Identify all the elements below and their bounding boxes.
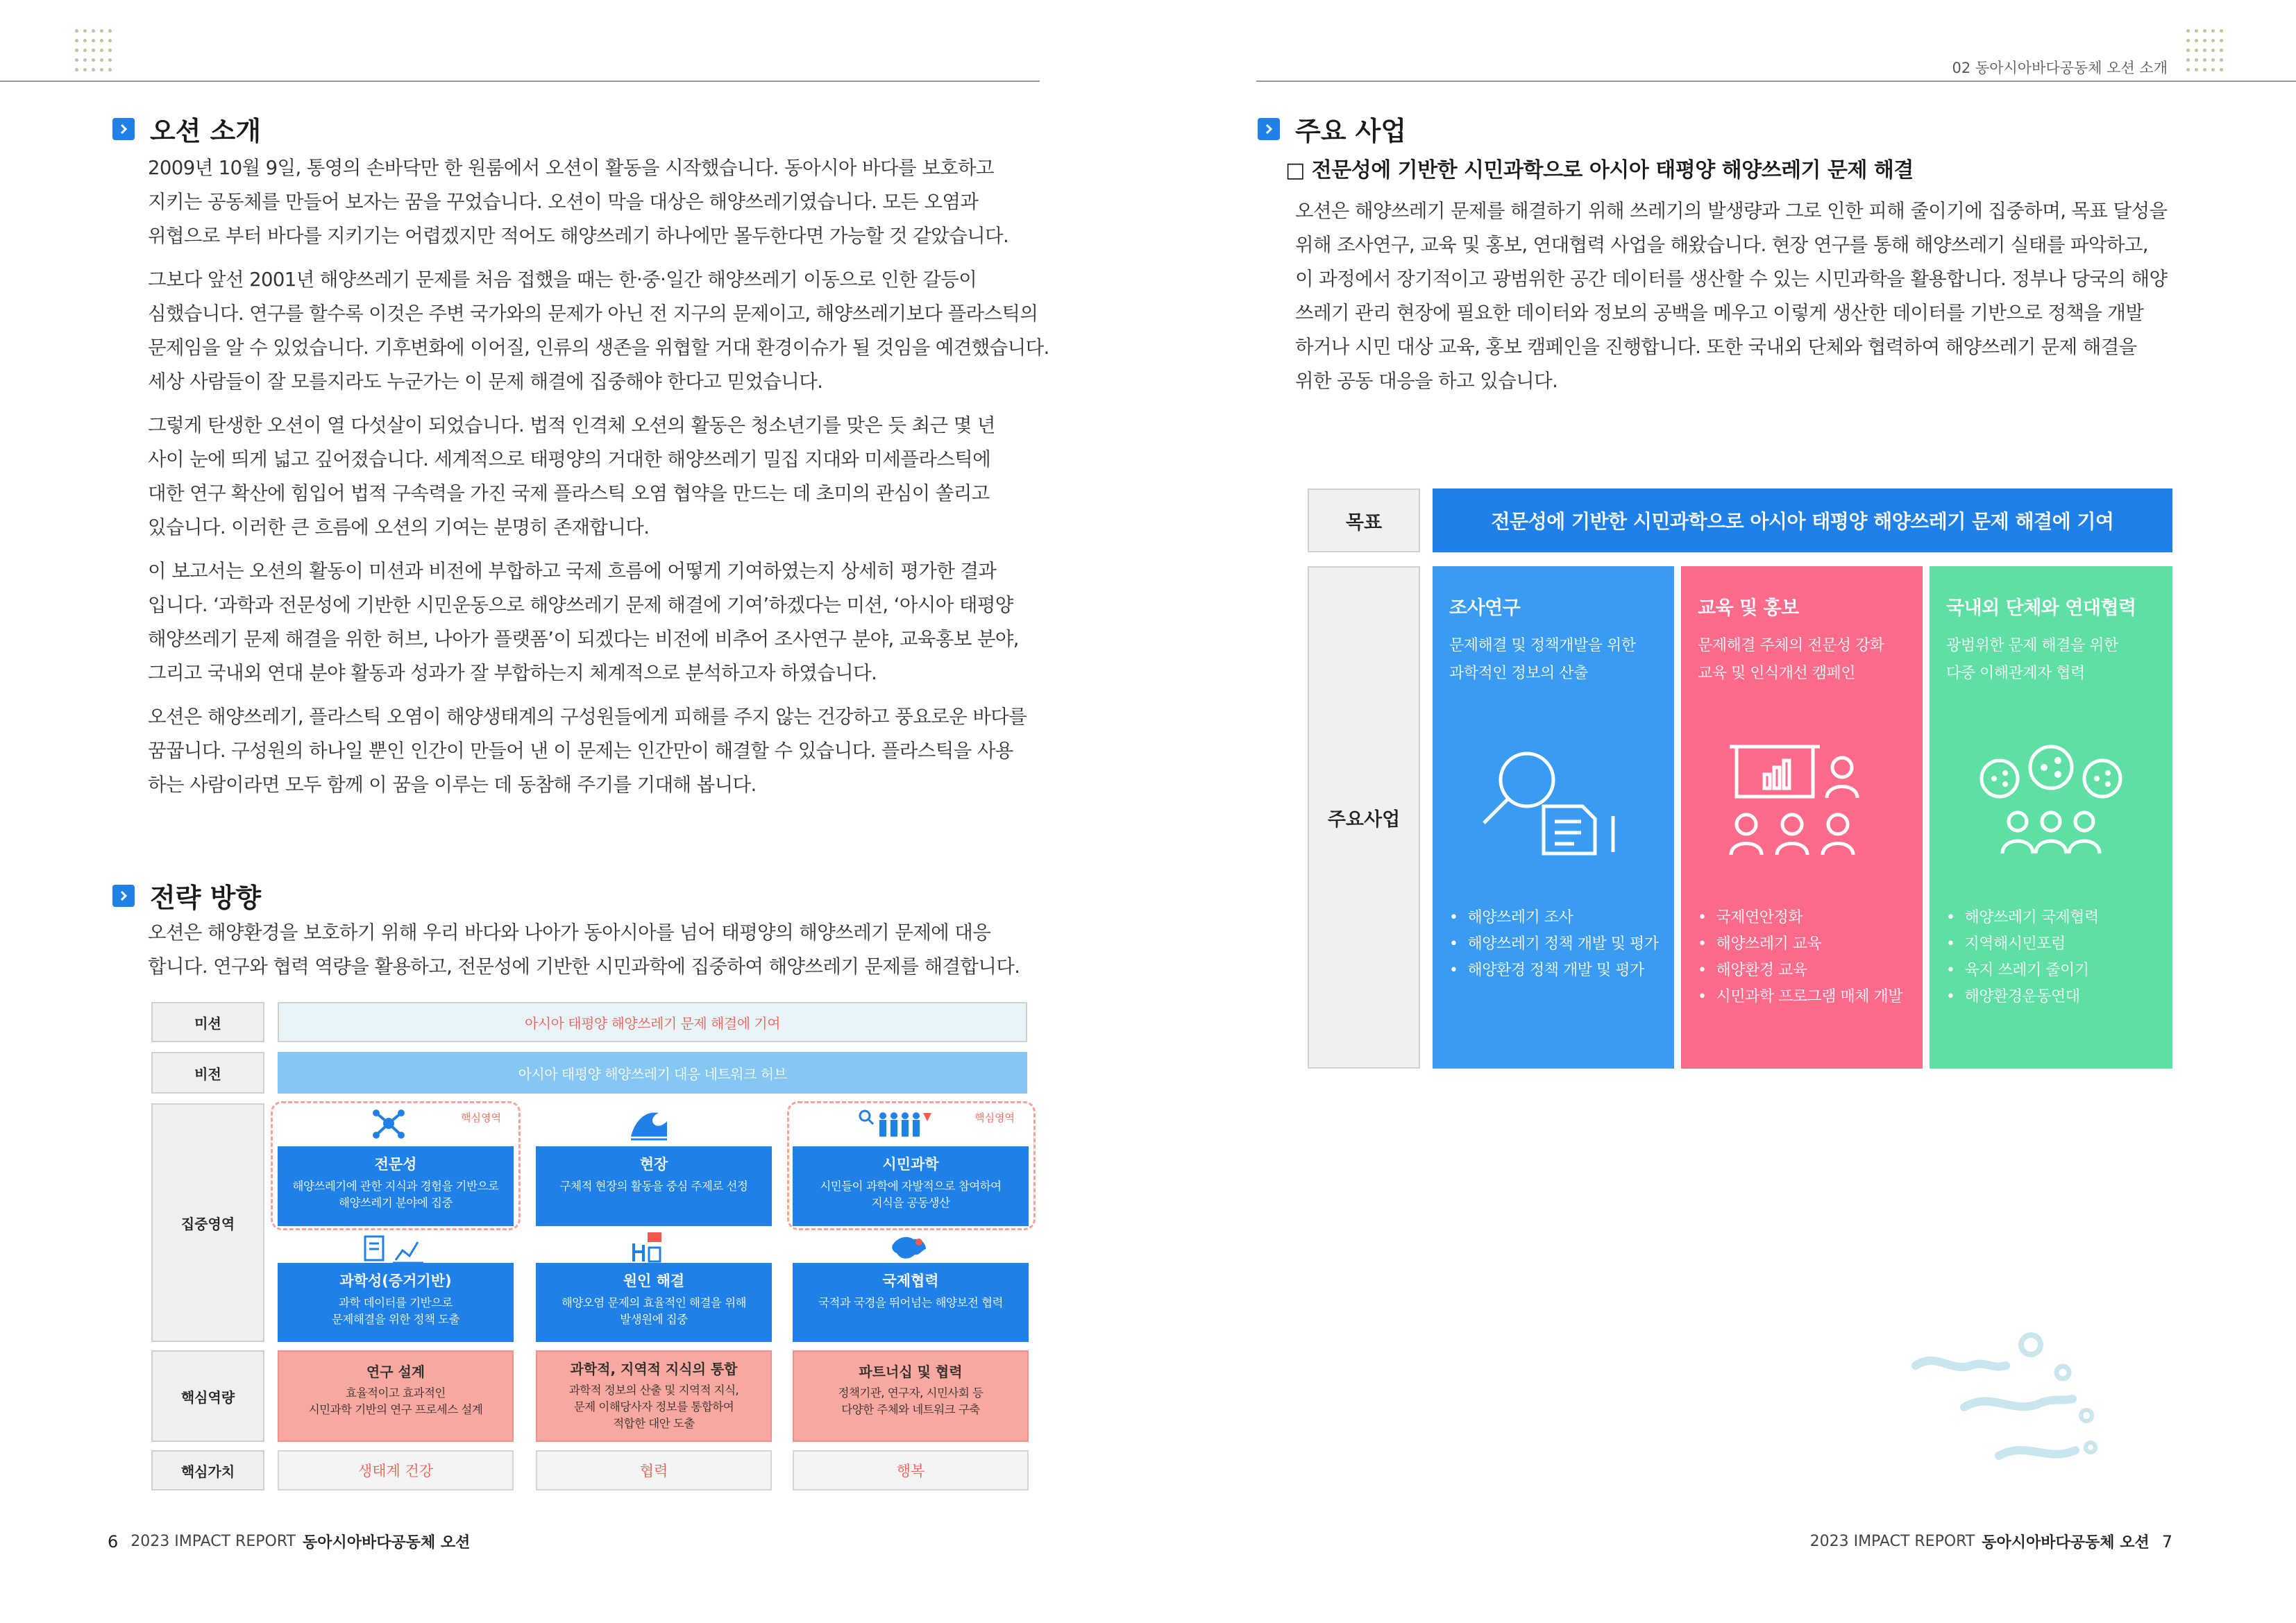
focus-desc-line: 과학 데이터를 기반으로 [339, 1296, 453, 1309]
running-title: 02 동아시아바다공동체 오션 소개 [1952, 60, 2168, 76]
dot [2220, 58, 2223, 62]
capability-knowledge-integration [536, 1350, 772, 1442]
column-cooperation [1930, 566, 2172, 1069]
dot [100, 39, 103, 42]
paragraph-line: 이 과정에서 장기적이고 광범위한 공간 데이터를 생산할 수 있는 시민과학을 활용합니다. 정부나 당국의 해양 [1295, 268, 2168, 290]
paragraph-line: 위협으로 부터 바다를 지키기는 어렵겠지만 적어도 해양쓰레기 하나에만 몰두한다면 가능할 것 같았습니다. [148, 225, 1009, 247]
list-item: • 해양쓰레기 교육 [1698, 931, 1902, 958]
focus-desc-line: 해양오염 문제의 효율적인 해결을 위해 [561, 1296, 746, 1309]
paragraph-line: 심했습니다. 연구를 할수록 이것은 주변 국가와의 문제가 아닌 전 지구의 문제이고, 해양쓰레기보다 플라스틱의 [148, 303, 1038, 325]
list-item: • 육지 쓰레기 줄이기 [1946, 958, 2099, 984]
chevron-right-icon [112, 118, 135, 140]
report-name: 2023 IMPACT REPORT [1809, 1533, 1975, 1550]
org-name: 동아시아바다공동체 오션 [1982, 1534, 2150, 1552]
dot [83, 29, 87, 33]
section-title: 전략 방향 [150, 883, 262, 913]
capability-partnership [793, 1350, 1029, 1442]
org-name: 동아시아바다공동체 오션 [302, 1534, 471, 1552]
paragraph-line: 하거나 시민 대상 교육, 홍보 캠페인을 진행합니다. 또한 국내외 단체와 협력하여 해양쓰레기 문제 해결을 [1295, 336, 2137, 358]
presentation-icon [1725, 740, 1878, 858]
business-label: 주요사업 [1308, 566, 1420, 1069]
goal-bar: 전문성에 기반한 시민과학으로 아시아 태평양 해양쓰레기 문제 해결에 기여 [1433, 488, 2172, 552]
list-item: • 해양환경 교육 [1698, 958, 1902, 984]
column-desc-line: 문제해결 및 정책개발을 위한 [1449, 637, 1636, 654]
capability-desc-line: 다양한 주체와 네트워크 구축 [841, 1403, 980, 1416]
column-desc-line: 광범위한 문제 해결을 위한 [1946, 637, 2118, 654]
capability-desc [537, 1382, 770, 1432]
capability-desc-line: 시민과학 기반의 연구 프로세스 설계 [308, 1403, 483, 1416]
header-rule [0, 80, 1040, 82]
focus-desc [278, 1295, 514, 1328]
paragraph-line: 오션은 해양쓰레기, 플라스틱 오염이 해양생태계의 구성원들에게 피해를 주지 않는 건강하고 풍요로운 바다를 [148, 706, 1027, 728]
paragraph-line: 위해 조사연구, 교육 및 홍보, 연대협력 사업을 해왔습니다. 현장 연구를 통해 해양쓰레기 실태를 파악하고, [1295, 234, 2148, 256]
globe-icon [888, 1232, 930, 1267]
focus-desc-line: 해양쓰레기에 관한 지식과 경험을 기반으로 [292, 1180, 499, 1193]
paragraph [148, 409, 1049, 545]
focus-desc [278, 1178, 514, 1212]
focus-title: 시민과학 [882, 1156, 939, 1173]
core-area-tag: 핵심영역 [461, 1112, 501, 1124]
list-item: • 해양환경 정책 개발 및 평가 [1449, 958, 1658, 984]
source-icon [628, 1231, 670, 1266]
list-item: • 해양쓰레기 조사 [1449, 905, 1658, 931]
dot [108, 68, 112, 71]
focus-root-cause [536, 1263, 772, 1342]
paragraph [148, 151, 1049, 253]
paragraph-line: 그보다 앞선 2001년 해양쓰레기 문제를 처음 접했을 때는 한·중·일간 해양쓰레기 이동으로 인한 갈등이 [148, 269, 977, 291]
paragraph-line: 2009년 10월 9일, 통영의 손바닥만 한 원룸에서 오션이 활동을 시작했습니다. 동아시아 바다를 보호하고 [148, 157, 994, 179]
dot [2203, 58, 2206, 62]
dot [83, 68, 87, 71]
dot [75, 29, 78, 33]
dot [92, 58, 95, 62]
column-title: 교육 및 홍보 [1698, 597, 1799, 619]
section-subtitle: □ 전문성에 기반한 시민과학으로 아시아 태평양 해양쓰레기 문제 해결 [1285, 158, 1914, 182]
chevron-right-icon [1258, 118, 1280, 140]
dot [2195, 29, 2198, 33]
dot [2186, 49, 2190, 52]
value-cooperation: 협력 [536, 1450, 772, 1490]
section-title: 오션 소개 [150, 116, 262, 146]
paragraph-line: 지키는 공동체를 만들어 보자는 꿈을 꾸었습니다. 오션이 막을 대상은 해양쓰레기였습니다. 모든 오염과 [148, 191, 979, 213]
dot [108, 29, 112, 33]
paragraph [148, 700, 1049, 802]
dot [2220, 29, 2223, 33]
paragraph-line: 사이 눈에 띄게 넓고 깊어졌습니다. 세계적으로 태평양의 거대한 해양쓰레기 밀집 지대와 미세플라스틱에 [148, 448, 991, 470]
dot [2195, 68, 2198, 71]
column-research [1433, 566, 1674, 1069]
focus-evidence [278, 1263, 514, 1342]
goal-label: 목표 [1308, 488, 1420, 552]
network-icon [368, 1106, 410, 1141]
column-items [1698, 905, 1902, 1010]
paragraph [148, 554, 1049, 690]
paragraph-line: 해양쓰레기 문제 해결을 위한 허브, 나아가 플랫폼’이 되겠다는 비전에 비추어 조사연구 분야, 교육홍보 분야, [148, 628, 1019, 650]
focus-desc-line: 시민들이 과학에 자발적으로 참여하여 [820, 1180, 1002, 1193]
capability-research-design [278, 1350, 514, 1442]
column-desc [1449, 632, 1674, 688]
focus-expertise [278, 1146, 514, 1226]
dot [108, 49, 112, 52]
dot [2203, 68, 2206, 71]
magnifier-document-icon [1477, 740, 1630, 858]
dot [2211, 39, 2215, 42]
dot [108, 39, 112, 42]
paragraph-line: 하는 사람이라면 모두 함께 이 꿈을 이루는 데 동참해 주기를 기대해 봅니다. [148, 774, 757, 796]
capability-title: 연구 설계 [366, 1363, 425, 1380]
column-desc-line: 문제해결 주체의 전문성 강화 [1698, 637, 1884, 654]
dot [2220, 39, 2223, 42]
focus-label: 집중영역 [151, 1103, 264, 1342]
column-title: 조사연구 [1449, 597, 1521, 619]
dot [75, 39, 78, 42]
dot [83, 58, 87, 62]
focus-title: 국제협력 [882, 1273, 939, 1289]
capability-desc-line: 효율적이고 효과적인 [346, 1386, 446, 1400]
focus-desc-line: 지식을 공동생산 [871, 1196, 950, 1209]
data-chart-icon [361, 1232, 430, 1267]
dot [100, 49, 103, 52]
focus-desc [793, 1178, 1029, 1212]
dot [108, 58, 112, 62]
capability-desc [279, 1385, 512, 1418]
capability-desc-line: 과학적 정보의 산출 및 지역적 지식, [568, 1384, 739, 1397]
column-education [1681, 566, 1923, 1069]
section-title: 주요 사업 [1295, 116, 1407, 146]
dot [2220, 68, 2223, 71]
strategy-text [148, 916, 1020, 984]
column-desc-line: 다중 이해관계자 협력 [1946, 665, 2085, 682]
focus-title: 전문성 [374, 1156, 417, 1173]
vision-bar: 아시아 태평양 해양쓰레기 대응 네트워크 허브 [278, 1052, 1027, 1094]
dot [2203, 29, 2206, 33]
dot [75, 58, 78, 62]
header-rule [1256, 80, 2296, 82]
capability-desc-line: 적합한 대안 도출 [613, 1417, 695, 1430]
section-heading-strategy [112, 876, 261, 915]
focus-desc-line: 해양쓰레기 분야에 집중 [339, 1196, 453, 1209]
dot [2195, 58, 2198, 62]
main-text [1295, 194, 2167, 398]
dot [2186, 39, 2190, 42]
capability-desc-line: 문제 이해당사자 정보를 통합하여 [573, 1400, 734, 1413]
focus-desc [536, 1295, 772, 1328]
wave-icon [628, 1106, 670, 1141]
dot [2211, 68, 2215, 71]
capability-title: 과학적, 지역적 지식의 통합 [570, 1361, 738, 1377]
value-ecosystem-health: 생태계 건강 [278, 1450, 514, 1490]
intro-text [148, 151, 1049, 812]
list-item: • 시민과학 프로그램 매체 개발 [1698, 984, 1902, 1010]
dot [2211, 49, 2215, 52]
core-area-tag: 핵심영역 [974, 1112, 1015, 1124]
decorative-dots [75, 29, 110, 72]
capability-desc [794, 1385, 1027, 1418]
footer-right [1810, 1531, 2172, 1552]
focus-desc-line: 발생원에 집중 [620, 1313, 688, 1326]
focus-title: 원인 해결 [623, 1273, 685, 1289]
value-label: 핵심가치 [151, 1450, 264, 1490]
focus-desc [536, 1178, 772, 1195]
dot [2203, 49, 2206, 52]
dot [2203, 39, 2206, 42]
column-desc-line: 교육 및 인식개선 캠페인 [1698, 665, 1856, 682]
paragraph-line: 대한 연구 확산에 힘입어 법적 구속력을 가진 국제 플라스틱 오염 협약을 만드는 데 초미의 관심이 쏠리고 [148, 482, 990, 504]
dot [2195, 49, 2198, 52]
paragraph-line: 세상 사람들이 잘 모를지라도 누군가는 이 문제 해결에 집중해야 한다고 믿었습니다. [148, 371, 823, 393]
dot [2186, 29, 2190, 33]
chevron-right-icon [112, 885, 135, 907]
list-item: • 해양쓰레기 정책 개발 및 평가 [1449, 931, 1658, 958]
paragraph-line: 있습니다. 이러한 큰 흐름에 오션의 기여는 분명히 존재합니다. [148, 516, 650, 538]
paragraph-line: 꿈꿉니다. 구성원의 하나일 뿐인 인간이 만들어 낸 이 문제는 인간만이 해결할 수 있습니다. 플라스틱을 사용 [148, 740, 1013, 762]
focus-field [536, 1146, 772, 1226]
column-items [1946, 905, 2099, 1010]
dot [92, 29, 95, 33]
paragraph-line: 그렇게 탄생한 오션이 열 다섯살이 되었습니다. 법적 인격체 오션의 활동은 청소년기를 맞은 듯 최근 몇 년 [148, 414, 995, 436]
column-desc [1698, 632, 1923, 688]
paragraph [148, 263, 1049, 399]
dot [100, 58, 103, 62]
dot [83, 49, 87, 52]
focus-title: 과학성(증거기반) [339, 1273, 452, 1289]
column-items [1449, 905, 1658, 984]
paragraph-line: 문제임을 알 수 있었습니다. 기후변화에 이어질, 인류의 생존을 위협할 거대 환경이슈가 될 것임을 예견했습니다. [148, 337, 1049, 359]
footer-left [108, 1531, 470, 1552]
share-people-icon [1975, 740, 2127, 858]
column-desc [1946, 632, 2172, 688]
list-item: • 국제연안정화 [1698, 905, 1902, 931]
mission-bar: 아시아 태평양 해양쓰레기 문제 해결에 기여 [278, 1002, 1027, 1042]
page-number: 7 [2161, 1531, 2172, 1552]
vision-label: 비전 [151, 1052, 264, 1094]
paragraph-line: 쓰레기 관리 현장에 필요한 데이터와 정보의 공백을 메우고 이렇게 생산한 데이터를 기반으로 정책을 개발 [1295, 302, 2144, 324]
section-heading-main [1258, 110, 1406, 148]
people-search-icon [858, 1106, 934, 1141]
dot [2186, 68, 2190, 71]
focus-citizen-science [793, 1146, 1029, 1226]
report-name: 2023 IMPACT REPORT [130, 1533, 296, 1550]
column-title: 국내외 단체와 연대협력 [1946, 597, 2136, 619]
capability-title: 파트너십 및 협력 [859, 1363, 963, 1380]
dot [2186, 58, 2190, 62]
dot [2211, 29, 2215, 33]
column-desc-line: 과학적인 정보의 산출 [1449, 665, 1588, 682]
dot [92, 39, 95, 42]
dot [75, 68, 78, 71]
dot [2211, 58, 2215, 62]
focus-desc [793, 1295, 1029, 1311]
focus-international [793, 1263, 1029, 1342]
dot [2195, 39, 2198, 42]
section-heading-intro [112, 110, 261, 148]
paragraph-line: 이 보고서는 오션의 활동이 미션과 비전에 부합하고 국제 흐름에 어떻게 기여하였는지 상세히 평가한 결과 [148, 560, 997, 582]
paragraph-line: 합니다. 연구와 협력 역량을 활용하고, 전문성에 기반한 시민과학에 집중하여 해양쓰레기 문제를 해결합니다. [148, 955, 1020, 978]
dot [75, 49, 78, 52]
capability-label: 핵심역량 [151, 1350, 264, 1442]
focus-title: 현장 [639, 1156, 668, 1173]
dot [92, 68, 95, 71]
focus-desc-line: 문제해결을 위한 정책 도출 [331, 1313, 460, 1326]
value-happiness: 행복 [793, 1450, 1029, 1490]
paragraph-line: 오션은 해양쓰레기 문제를 해결하기 위해 쓰레기의 발생량과 그로 인한 피해 줄이기에 집중하며, 목표 달성을 [1295, 200, 2168, 222]
focus-desc-line: 국적과 국경을 뛰어넘는 해양보전 협력 [818, 1296, 1003, 1309]
dot [2220, 49, 2223, 52]
dot [92, 49, 95, 52]
dot [100, 68, 103, 71]
capability-desc-line: 정책기관, 연구자, 시민사회 등 [838, 1386, 984, 1400]
dot [83, 39, 87, 42]
decorative-dots [2186, 29, 2221, 72]
focus-desc-line: 구체적 현장의 활동을 중심 주제로 선정 [559, 1180, 748, 1193]
paragraph-line: 위한 공동 대응을 하고 있습니다. [1295, 370, 1558, 392]
list-item: • 해양환경운동연대 [1946, 984, 2099, 1010]
wave-decoration [1902, 1324, 2110, 1484]
paragraph-line: 그리고 국내외 연대 분야 활동과 성과가 잘 부합하는지 체계적으로 분석하고자 하였습니다. [148, 662, 877, 684]
list-item: • 해양쓰레기 국제협력 [1946, 905, 2099, 931]
page-number: 6 [108, 1531, 119, 1552]
dot [100, 29, 103, 33]
paragraph-line: 입니다. ‘과학과 전문성에 기반한 시민운동으로 해양쓰레기 문제 해결에 기여’하겠다는 미션, ‘아시아 태평양 [148, 594, 1013, 616]
mission-label: 미션 [151, 1002, 264, 1042]
paragraph-line: 오션은 해양환경을 보호하기 위해 우리 바다와 나아가 동아시아를 넘어 태평양의 해양쓰레기 문제에 대응 [148, 921, 991, 944]
list-item: • 지역해시민포럼 [1946, 931, 2099, 958]
